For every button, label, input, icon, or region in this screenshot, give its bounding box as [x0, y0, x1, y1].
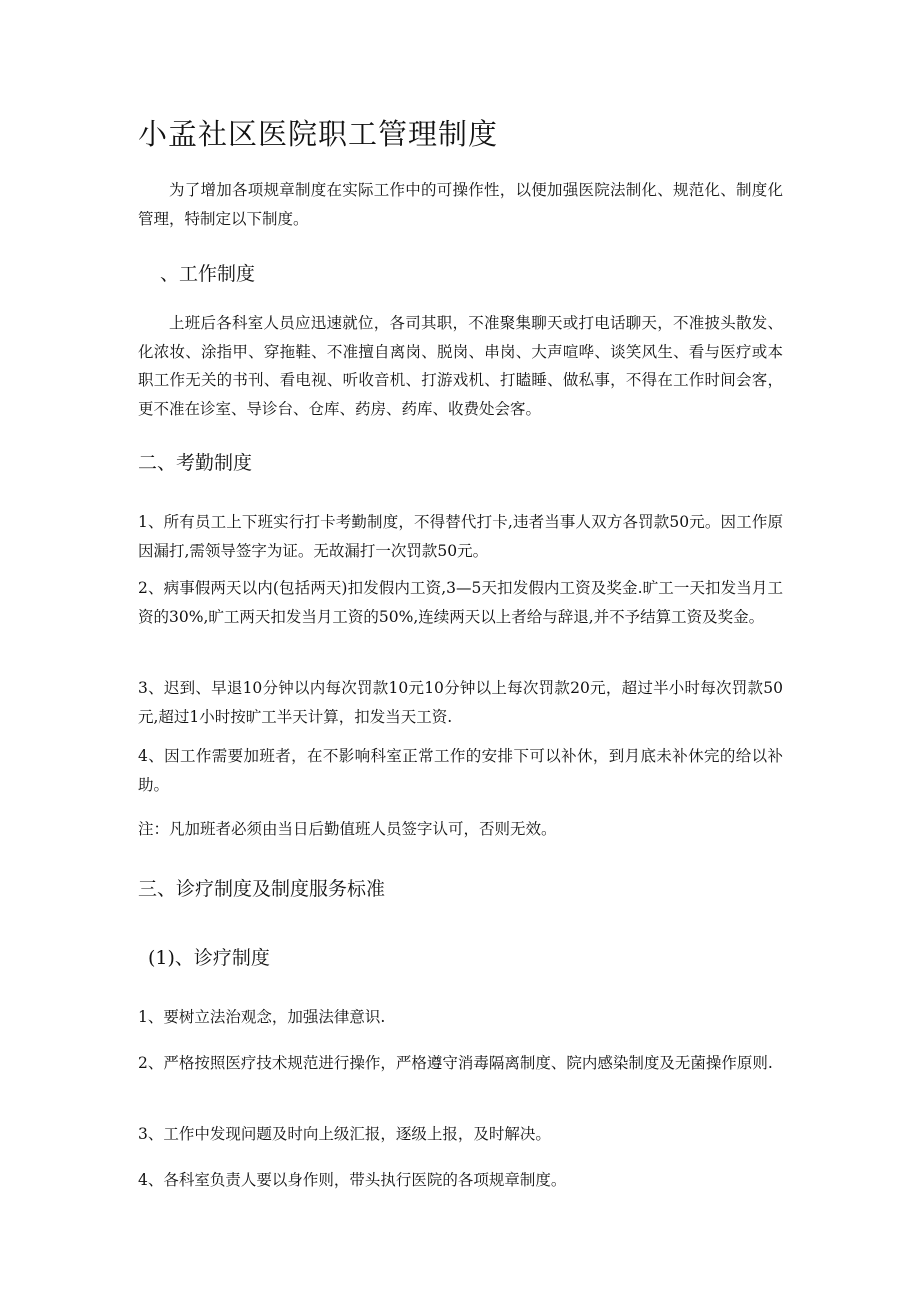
attendance-item-3: 3、迟到、早退10分钟以内每次罚款10元10分钟以上每次罚款20元，超过半小时每次罚款50元,超过1小时按旷工半天计算，扣发当天工资.	[138, 679, 783, 726]
work-rules-paragraph: 上班后各科室人员应迅速就位，各司其职，不准聚集聊天或打电话聊天，不准披头散发、化浓妆、涂指甲、穿拖鞋、不准擅自离岗、脱岗、串岗、大声喧哗、谈笑风生、看与医疗或本职工作无关的书刊、看电视、听收音机、打游戏机、打瞌睡、做私事，不得在工作时间会客，更不准在诊室、导诊台、仓库、药房、药库、收费处会客。	[138, 314, 783, 418]
document-title: 小孟社区医院职工管理制度	[138, 117, 499, 151]
attendance-item-2: 2、病事假两天以内(包括两天)扣发假内工资,3—5天扣发假内工资及奖金.旷工一天扣发当月工资的30%,旷工两天扣发当月工资的50%,连续两天以上者给与辞退,并不予结算工资及奖金。	[138, 579, 783, 626]
section-heading-work-rules: 、工作制度	[160, 263, 256, 285]
treatment-item-2: 2、严格按照医疗技术规范进行操作，严格遵守消毒隔离制度、院内感染制度及无菌操作原则.	[138, 1054, 773, 1072]
section-heading-treatment: 三、诊疗制度及制度服务标准	[138, 878, 386, 900]
attendance-note: 注：凡加班者必须由当日后勤值班人员签字认可，否则无效。	[138, 820, 557, 838]
treatment-item-4: 4、各科室负责人要以身作则，带头执行医院的各项规章制度。	[138, 1171, 567, 1189]
subsection-heading-treatment-rules: (1)、诊疗制度	[148, 947, 270, 969]
attendance-item-4: 4、因工作需要加班者，在不影响科室正常工作的安排下可以补休，到月底未补休完的给以补助。	[138, 747, 783, 794]
treatment-item-1: 1、要树立法治观念，加强法律意识.	[138, 1008, 386, 1026]
treatment-item-3: 3、工作中发现问题及时向上级汇报，逐级上报，及时解决。	[138, 1125, 551, 1143]
attendance-item-1: 1、所有员工上下班实行打卡考勤制度，不得替代打卡,违者当事人双方各罚款50元。因工作原因漏打,需领导签字为证。无故漏打一次罚款50元。	[138, 513, 783, 560]
section-heading-attendance: 二、考勤制度	[138, 452, 253, 474]
intro-paragraph: 为了增加各项规章制度在实际工作中的可操作性，以便加强医院法制化、规范化、制度化管理，特制定以下制度。	[138, 181, 783, 228]
